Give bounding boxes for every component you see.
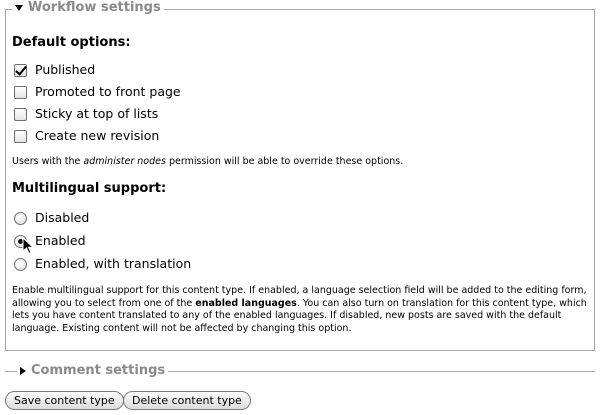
option-new-revision[interactable]	[14, 128, 159, 144]
option-published[interactable]	[14, 62, 95, 78]
disabled-label: Disabled	[35, 210, 90, 225]
radio-disabled[interactable]	[14, 210, 89, 226]
enabled-translation-radio[interactable]	[14, 258, 27, 271]
workflow-settings-title: Workflow settings	[28, 0, 161, 15]
mouse-cursor-icon	[22, 237, 36, 255]
new-revision-checkbox[interactable]	[14, 130, 27, 143]
override-note: Users with the administer nodes permission will be able to override these options.	[12, 156, 404, 167]
new-revision-label: Create new revision	[35, 128, 160, 143]
delete-content-type-button[interactable]: Delete content type	[123, 391, 251, 410]
default-options-title: Default options:	[12, 35, 131, 50]
enabled-translation-label: Enabled, with translation	[35, 256, 192, 271]
comment-settings-legend[interactable]	[17, 363, 168, 379]
option-sticky[interactable]	[14, 106, 158, 122]
option-promoted[interactable]	[14, 84, 181, 100]
published-checkbox[interactable]	[14, 64, 27, 77]
sticky-label: Sticky at top of lists	[35, 106, 159, 121]
multilingual-title: Multilingual support:	[12, 181, 167, 196]
enabled-label: Enabled	[35, 233, 86, 248]
promoted-label: Promoted to front page	[35, 84, 181, 99]
sticky-checkbox[interactable]	[14, 108, 27, 121]
published-label: Published	[35, 62, 96, 77]
save-content-type-button[interactable]: Save content type	[5, 391, 124, 410]
multilingual-description: Enable multilingual support for this content type. If enabled, a language selection field will be added to the editing form, allowing you to select from one of the enabled languages. You can also turn on translation for this content type, which lets you have content translated to any of the enabled languages. If disabled, new posts are saved with the default language. Existing content will not be affected by changing this option.	[12, 285, 587, 334]
radio-enabled-translation[interactable]	[14, 256, 191, 272]
collapse-triangle-icon	[15, 5, 23, 11]
promoted-checkbox[interactable]	[14, 86, 27, 99]
workflow-settings-legend[interactable]	[12, 0, 164, 16]
comment-settings-title: Comment settings	[31, 363, 166, 378]
expand-triangle-icon	[20, 367, 26, 375]
disabled-radio[interactable]	[14, 212, 27, 225]
